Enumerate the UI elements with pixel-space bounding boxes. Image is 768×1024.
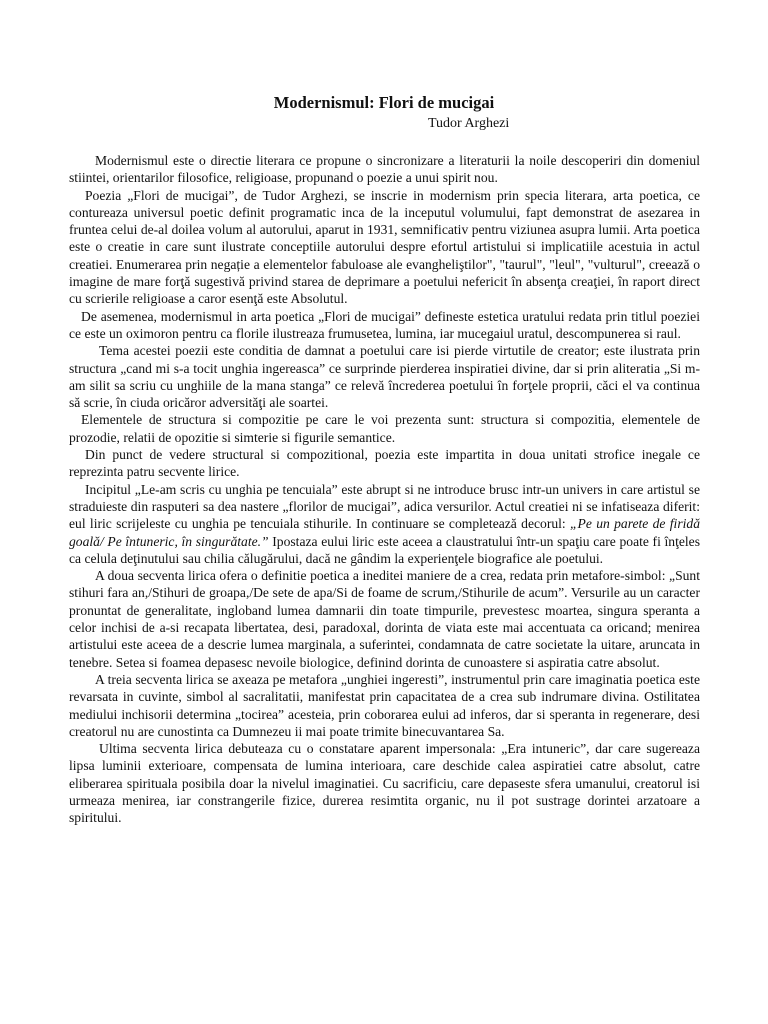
paragraph: Ultima secventa lirica debuteaza cu o constatare aparent impersonala: „Era intuneric”, dar care sugereaza lipsa luminii exterioare, compensata de lumina interioara, care deschide calea aspiratiei catre absolut, catre eliberarea spirituala posibila doar la nivelul imaginatiei. Cu sacrificiu, care depaseste sfera umanului, creatorul isi urmeaza menirea, iar constrangerile fizice, durerea resimtita organic, nu il pot sustrage dorintei arzatoare a spiritului. [69,741,700,826]
paragraph: De asemenea, modernismul in arta poetica „Flori de mucigai” defineste estetica uratului redata prin titlul poeziei ce este un oximoron pentru ca florile ilustreaza frumusetea, lumina, iar mucegaiul uratul, descompunerea si raul. [69,308,700,341]
paragraph [69,481,700,567]
document-body [69,152,700,827]
paragraph: Tema acestei poezii este conditia de damnat a poetului care isi pierde virtutile de creator; este ilustrata prin structura „cand mi s-a tocit unghia ingereasca” ce surprinde pierderea inspiratiei divine, dar si prin aliteratia „Si m-am silit sa scriu cu unghiile de la mana stanga” ce relevă încrederea poetului în forţele proprii, căci el va continua să scrie, în ciuda oricăror adversităţi ale soartei. [69,343,700,411]
paragraph: A treia secventa lirica se axeaza pe metafora „unghiei ingeresti”, instrumentul prin care imaginatia poetica este revarsata in cuvinte, simbol al sacralitatii, manifestat prin capacitatea de a crea sub indrumare divina. Ostilitatea mediului inchisorii determina „tocirea” acesteia, prin coborarea eului ad inferos, dar si speranta in regenerare, desi creatorul nu are cunostinta ca Dumnezeu ii mai poate trimite binecuvantarea Sa. [69,671,700,739]
paragraph-text: Ipostaza eului liric este aceea a claustratului într-un spaţiu care poate fi înţeles ca celula deţinutului sau chilia călugărului, dacă ne gândim la experienţele biografice ale poetului. [69,533,700,566]
paragraph: Poezia „Flori de mucigai”, de Tudor Arghezi, se inscrie in modernism prin specia literara, arta poetica, ce contureaza universul poetic definit programatic inca de la inceputul volumului, fapt demonstrat de asezarea in fruntea celui de-al doilea volum al autorului, aparut in 1931, semnificativ pentru viziunea asupra lumii. Arta poetica este o creatie in care sunt ilustrate conceptiile autorului despre efortul artistului si implicatiile acestuia in actul creatiei. Enumerarea prin negație a elementelor fabuloase ale evangheliştilor", "taurul", "leul", "vulturul", creează o imagine de mare forţă sugestivă privind starea de deprimare a poetului nefericit în absenţa creaţiei, în raport direct cu scrierile religioase a caror esenţă este Absolutul. [69,187,700,307]
document-title: Modernismul: Flori de mucigai [273,93,495,112]
paragraph: Modernismul este o directie literara ce propune o sincronizare a literaturii la noile descoperiri din domeniul stiintei, orientarilor filosofice, religioase, propunand o poezie a unui spirit nou. [69,153,700,186]
paragraph: Din punct de vedere structural si compozitional, poezia este impartita in doua unitati strofice inegale ce reprezinta patru secvente lirice. [69,447,700,480]
paragraph-text: Incipitul „Le-am scris cu unghia pe tencuiala” este abrupt si ne introduce brusc intr-un univers in care artistul se straduieste din rasputeri sa dea nastere „florilor de mucigai”, adica versurilor. Actul creatiei ni se infatiseaza diferit: eul liric scrijeleste cu unghia pe tencuiala stihurile. In continuare se completează decorul: [69,481,700,532]
paragraph: Elementele de structura si compozitie pe care le voi prezenta sunt: structura si compozitia, elementele de prozodie, relatii de opozitie si simterie si figurile semantice. [69,412,700,445]
document-author: Tudor Arghezi [428,116,510,131]
paragraph: A doua secventa lirica ofera o definitie poetica a ineditei maniere de a crea, redata prin metafore-simbol: „Sunt stihuri fara an,/Stihuri de groapa,/De sete de apa/Si de foame de scrum,/Stihurile de acum”. Versurile au un caracter pronuntat de generalitate, ingloband lumea damnarii din toate timpurile, prevestesc moartea, singura speranta a celor inchisi de a-si recapata libertatea, desi, paradoxal, dorinta de viata este mai accentuata ca oricand; menirea artistului este aceea de a descrie lumea marginala, a suferintei, condamnata de catre societate la uitare, aruncata in tenebre. Setea si foamea depasesc nevoile biologice, definind dorinta de cunoastere si aspiratia catre absolut. [69,568,700,670]
italic-quote: „Pe un parete de firidă goală/ Pe întuneric, în singurătate.” [69,516,700,549]
